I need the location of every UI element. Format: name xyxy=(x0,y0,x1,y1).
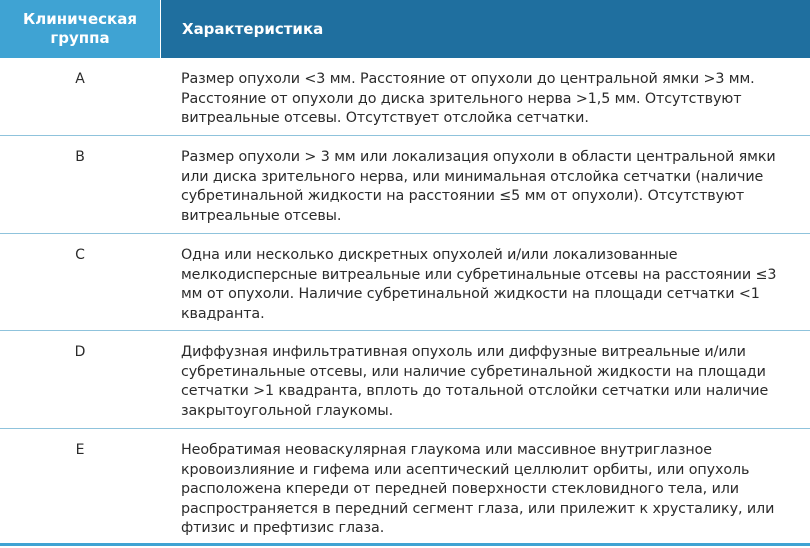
header-clinical-group: Клиническая группа xyxy=(0,0,160,58)
group-cell: C xyxy=(75,247,85,263)
description-cell: Размер опухоли <3 мм. Расстояние от опухоли до центральной ямки >3 мм. Расстояние от опухоли до диска зрительного нерва >1,5 мм. Отсутствуют витреальные отсевы. Отсутствует отслойка сетчатки. xyxy=(181,71,755,126)
table-row xyxy=(0,58,810,136)
group-cell: E xyxy=(75,442,85,458)
table-row xyxy=(0,331,810,429)
table-header xyxy=(0,0,810,58)
table-row xyxy=(0,429,810,546)
table-bottom-rule xyxy=(0,543,810,546)
table-row xyxy=(0,136,810,234)
description-cell: Размер опухоли > 3 мм или локализация опухоли в области центральной ямки или диска зрительного нерва, или минимальная отслойка сетчатки (наличие субретинальной жидкости на расстоянии ≤5 мм от опухоли). Отсутствуют витреальные отсевы. xyxy=(181,149,776,224)
description-cell: Диффузная инфильтративная опухоль или диффузные витреальные и/или субретинальные отсевы, или наличие субретинальной жидкости на площади сетчатки >1 квадранта, вплоть до тотальной отслойки сетчатки или наличие закрытоугольной глаукомы. xyxy=(181,344,769,419)
header-characteristic: Характеристика xyxy=(160,0,810,58)
group-cell: A xyxy=(75,71,85,87)
description-cell: Необратимая неоваскулярная глаукома или массивное внутриглазное кровоизлияние и гифема или асептический целлюлит орбиты, или опухоль расположена кпереди от передней поверхности стекловидного тела, или распространяется в передний сегмент глаза, или прилежит к хрусталику, или фтизис и префтизис глаза. xyxy=(181,442,775,536)
table-row xyxy=(0,234,810,331)
group-cell: B xyxy=(75,149,85,165)
group-cell: D xyxy=(74,344,86,360)
description-cell: Одна или несколько дискретных опухолей и/или локализованные мелкодисперсные витреальные или субретинальные отсевы на расстоянии ≤3 мм от опухоли. Наличие субретинальной жидкости на площади сетчатки <1 квадранта. xyxy=(181,247,777,322)
